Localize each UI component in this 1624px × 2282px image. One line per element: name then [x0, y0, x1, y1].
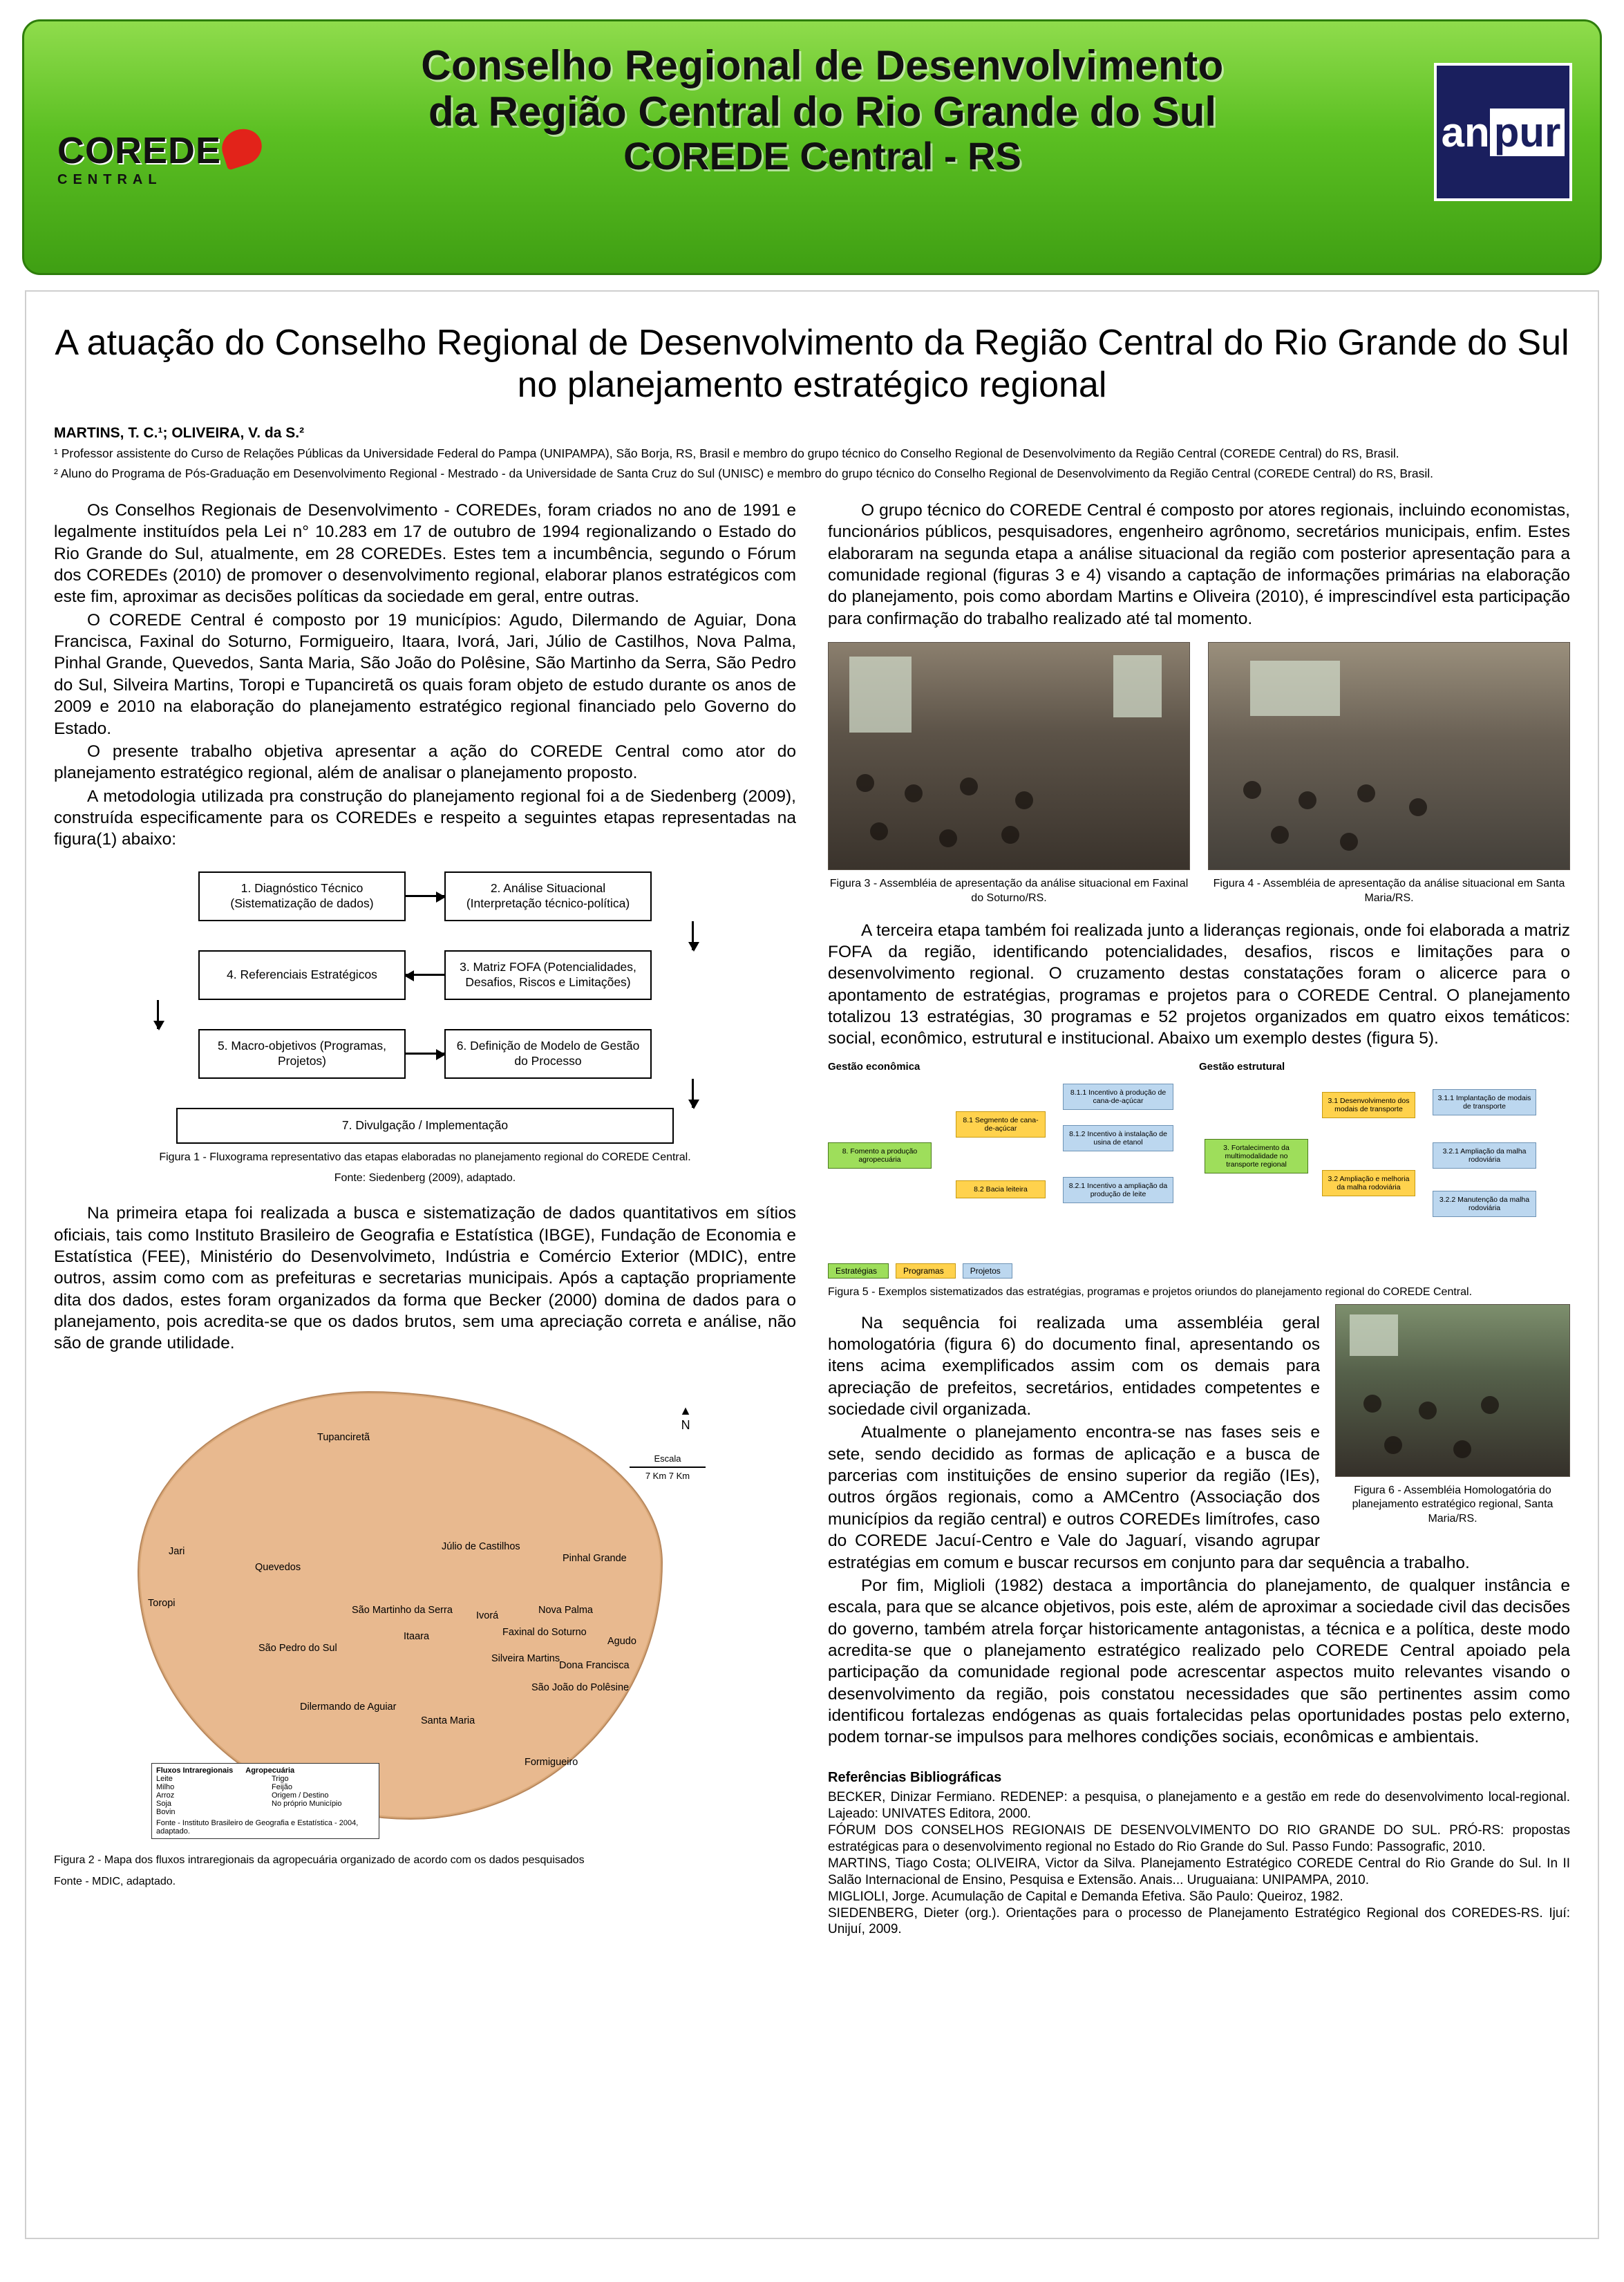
map-legend-item: Soja	[156, 1799, 172, 1808]
fig5-node-projeto-3-2-1: 3.2.1 Ampliação da malha rodoviária	[1433, 1142, 1536, 1169]
map-label-toropi: Toropi	[148, 1597, 176, 1609]
right-column	[828, 500, 1570, 1939]
flow-arrow-4-5	[157, 1000, 159, 1029]
fig5-node-estrategia-3: 3. Fortalecimento da multimodalidade no transporte regional	[1205, 1139, 1308, 1173]
banner-title-line3: COREDE Central - RS	[623, 134, 1021, 178]
figure-5-legend-estrategias: Estratégias	[828, 1263, 889, 1279]
map-legend-item: Feijão	[272, 1782, 292, 1791]
paragraph-municipios: O COREDE Central é composto por 19 municípios: Agudo, Dilermando de Aguiar, Dona Francisca, Faxinal do Soturno, Formigueiro, Itaara, Ivorá, Jari, Júlio de Castilhos, Nova Palma, Pinhal Grande, Quevedos, Santa Maria, São João do Polêsine, São Martinho da Serra, São Pedro do Sul, Silveira Martins, Toropi e Tupanciretã os quais foram objeto de estudo durante os anos de 2009 e 2010 na elaboração do planejamento estratégico regional financiado pelo Governo do Estado.	[54, 610, 796, 738]
map-label-ivora: Ivorá	[476, 1610, 499, 1621]
map-label-nova-palma: Nova Palma	[538, 1604, 593, 1616]
map-label-dona-francisca: Dona Francisca	[559, 1659, 630, 1671]
map-legend-item: Bovin	[156, 1807, 176, 1816]
fig5-node-estrategia-8: 8. Fomento a produção agropecuária	[828, 1142, 932, 1169]
map-label-jari: Jari	[169, 1545, 185, 1557]
flow-arrow-5-6	[406, 1053, 444, 1055]
figure-4-caption: Figura 4 - Assembléia de apresentação da análise situacional em Santa Maria/RS.	[1213, 878, 1565, 904]
two-column-layout	[54, 500, 1570, 1939]
paragraph-terceira-etapa: A terceira etapa também foi realizada junto a lideranças regionais, onde foi elaborada a matriz FOFA da região, identificando potencialidades, desafios, riscos e limitações para o desenvolvimento regional. O cruzamento destas constatações foram o alicerce para o apontamento de estratégias, programas e projetos para o COREDE Central. O planejamento totalizou 13 estratégias, 30 programas e 52 projetos organizados em quatro eixos temáticos: social, econômico, estrutural e institucional. Abaixo um exemplo destes (figura 5).	[828, 921, 1570, 1048]
map-label-sao-joao-do-polesine: São João do Polêsine	[531, 1681, 630, 1693]
map-label-itaara: Itaara	[404, 1630, 430, 1642]
map-legend-item: Trigo	[272, 1774, 289, 1783]
flow-box-2: 2. Análise Situacional (Interpretação técnico-política)	[444, 871, 652, 921]
map-label-julio-de-castilhos: Júlio de Castilhos	[442, 1540, 520, 1552]
figure-5-header-left: Gestão econômica	[828, 1060, 920, 1073]
corede-logo	[57, 132, 258, 208]
figure-1-flowchart	[54, 871, 796, 1187]
banner-title	[252, 42, 1392, 178]
north-label: N	[681, 1417, 690, 1432]
paragraph-metodologia: A metodologia utilizada pra construção do planejamento regional foi a de Siedenberg (2009), construída especificamente para os COREDEs e respeito a seguintes etapas representadas na figura(1) abaixo:	[54, 786, 796, 849]
figure-1-source: Fonte: Siedenberg (2009), adaptado.	[334, 1172, 516, 1185]
flow-box-7: 7. Divulgação / Implementação	[176, 1108, 674, 1144]
figure-2-source: Fonte - MDIC, adaptado.	[54, 1875, 176, 1887]
map-legend-item: Leite	[156, 1774, 173, 1783]
anpur-logo-pur: pur	[1490, 109, 1565, 156]
figure-1-caption: Figura 1 - Fluxograma representativo das etapas elaboradas no planejamento regional do COREDE Central.	[159, 1151, 691, 1163]
flow-arrow-1-2	[406, 895, 444, 897]
flow-arrow-6-7	[692, 1079, 694, 1108]
fig5-node-programa-3-1: 3.1 Desenvolvimento dos modais de transporte	[1322, 1092, 1415, 1118]
reference-item: BECKER, Dinizar Fermiano. REDENEP: a pesquisa, o planejamento e a gestão em rede do desenvolvimento local-regional. Lajeado: UNIVATES Editora, 2000.	[828, 1789, 1570, 1821]
fig5-node-projeto-3-1-1: 3.1.1 Implantação de modais de transporte	[1433, 1089, 1536, 1115]
figure-5-header-right: Gestão estrutural	[1199, 1060, 1285, 1073]
map-label-formigueiro: Formigueiro	[525, 1756, 578, 1768]
map-label-silveira-martins: Silveira Martins	[491, 1652, 560, 1664]
affiliation-1: ¹ Professor assistente do Curso de Relações Públicas da Universidade Federal do Pampa (UNIPAMPA), São Borja, RS, Brasil e membro do grupo técnico do Conselho Regional de Desenvolvimento da Região Central (COREDE Central) do RS, Brasil.	[54, 446, 1399, 460]
authors-line: MARTINS, T. C.¹; OLIVEIRA, V. da S.²	[54, 424, 305, 441]
figure-5-legend	[828, 1263, 1570, 1279]
map-legend-title-right: Agropecuária	[245, 1766, 295, 1775]
figure-6-caption: Figura 6 - Assembléia Homologatória do planejamento estratégico regional, Santa Maria/RS.	[1352, 1484, 1554, 1525]
map-legend-item: Arroz	[156, 1791, 175, 1800]
anpur-logo	[1434, 63, 1572, 201]
map-legend-item: Milho	[156, 1782, 175, 1791]
fig5-node-programa-3-2: 3.2 Ampliação e melhoria da malha rodoviária	[1322, 1170, 1415, 1196]
paragraph-assembleia: Na sequência foi realizada uma assembléia geral homologatória (figura 6) do documento final, apresentando os itens acima exemplificados assim com os demais para apreciação de prefeitos, secretários, entidades competentes e sociedade civil organizada.	[828, 1313, 1320, 1420]
map-label-dilermando-de-aguiar: Dilermando de Aguiar	[300, 1701, 397, 1713]
map-scale-title: Escala	[654, 1453, 681, 1464]
flow-arrow-2-3	[692, 921, 694, 950]
reference-item: FÓRUM DOS CONSELHOS REGIONAIS DE DESENVOLVIMENTO DO RIO GRANDE DO SUL. PRÓ-RS: propostas estratégicas para o desenvolvimento regional no Estado do Rio Grande do Sul. Passo Fundo: Passografic, 2010.	[828, 1822, 1570, 1854]
banner-title-line1: Conselho Regional de Desenvolvimento	[421, 42, 1224, 88]
figure-3-photo	[828, 642, 1190, 870]
map-legend	[151, 1763, 379, 1839]
map-scale-value: 7 Km 7 Km	[645, 1470, 690, 1481]
fig5-node-projeto-8-1-2: 8.1.2 Incentivo à instalação de usina de etanol	[1063, 1125, 1173, 1151]
figures-3-4-row	[828, 642, 1570, 906]
figure-6-wrapper	[1335, 1304, 1570, 1527]
figure-6-photo	[1335, 1304, 1570, 1477]
anpur-logo-an: an	[1441, 109, 1490, 155]
figure-3-caption: Figura 3 - Assembléia de apresentação da análise situacional em Faxinal do Soturno/RS.	[829, 878, 1189, 904]
map-legend-item: Origem / Destino	[272, 1791, 329, 1800]
reference-item: SIEDENBERG, Dieter (org.). Orientações para o processo de Planejamento Estratégico Regional dos COREDES-RS. Ijuí: Unijuí, 2009.	[828, 1905, 1570, 1937]
fig5-node-programa-8-1: 8.1 Segmento de cana-de-açúcar	[956, 1111, 1046, 1138]
affiliation-2: ² Aluno do Programa de Pós-Graduação em Desenvolvimento Regional - Mestrado - da Universidade de Santa Cruz do Sul (UNISC) e membro do grupo técnico do Conselho Regional de Desenvolvimento da Região Central (COREDE Central) do RS, Brasil.	[54, 466, 1433, 480]
poster-header-banner	[22, 19, 1602, 275]
flow-box-4: 4. Referenciais Estratégicos	[198, 950, 406, 1000]
poster-body	[25, 290, 1599, 2239]
figure-5-legend-programas: Programas	[896, 1263, 956, 1279]
banner-title-line2: da Região Central do Rio Grande do Sul	[428, 88, 1217, 135]
map-scale	[630, 1453, 706, 1481]
fig5-node-programa-8-2: 8.2 Bacia leiteira	[956, 1180, 1046, 1198]
figure-4-photo	[1208, 642, 1570, 870]
corede-logo-text: COREDE	[57, 130, 222, 171]
map-label-agudo: Agudo	[607, 1635, 636, 1647]
map-legend-item: No próprio Município	[272, 1799, 342, 1808]
paragraph-objetivo: O presente trabalho objetiva apresentar a ação do COREDE Central como ator do planejamento estratégico regional, além de analisar o planejamento proposto.	[54, 742, 796, 783]
map-label-sao-pedro-do-sul: São Pedro do Sul	[258, 1642, 337, 1654]
fig5-node-projeto-8-1-1: 8.1.1 Incentivo à produção de cana-de-açúcar	[1063, 1084, 1173, 1110]
flow-box-3: 3. Matriz FOFA (Potencialidades, Desafios, Riscos e Limitações)	[444, 950, 652, 1000]
map-label-quevedos: Quevedos	[255, 1561, 301, 1573]
paragraph-atualmente: Atualmente o planejamento encontra-se nas fases seis e sete, sendo decidido as formas de aplicação e a busca de parcerias com instituições de ensino superior da região (IEs), outros órgãos regionais, como a AMCentro (Associação dos municípios da região central) e outros COREDEs limítrofes, caso do COREDE Jacuí-Centro e Vale do Jaguarí, visando agrupar estratégias em comum e buscar recursos em conjunto para dar sequência a trabalho.	[828, 1423, 1470, 1572]
map-label-tupancireta: Tupanciretã	[317, 1431, 370, 1443]
figure-2-caption: Figura 2 - Mapa dos fluxos intraregionais da agropecuária organizado de acordo com os dados pesquisados	[54, 1854, 585, 1866]
reference-item: MIGLIOLI, Jorge. Acumulação de Capital e Demanda Efetiva. São Paulo: Queiroz, 1982.	[828, 1889, 1343, 1904]
flow-box-6: 6. Definição de Modelo de Gestão do Processo	[444, 1029, 652, 1079]
fig5-node-projeto-8-2-1: 8.2.1 Incentivo a ampliação da produção de leite	[1063, 1177, 1173, 1203]
left-column	[54, 500, 796, 1939]
corede-logo-subtext: CENTRAL	[57, 172, 162, 187]
map-legend-source: Fonte - Instituto Brasileiro de Geografia e Estatística - 2004, adaptado.	[156, 1818, 359, 1836]
references-section	[828, 1769, 1570, 1939]
paragraph-conclusao: Por fim, Miglioli (1982) destaca a importância do planejamento, de qualquer instância e escala, para que se alcance objetivos, pois este, além de aproximar a sociedade civil das decisões do governo, também atrela forçar historicamente antagonistas, a técnica e a política, deste modo acredita-se que o planejamento estratégico realizado pelo COREDE Central apoiado pela participação da comunidade regional pode acrescentar aspectos muito relevantes visando o desenvolvimento da região, pois constatou necessidades que são pertinentes assim como identificou fortalezas endógenas as quais fortalecidas pelas oportunidades postas pelo externo, podem tornar-se impulsos para melhores condições sociais, econômicas e ambientais.	[828, 1576, 1570, 1747]
map-legend-title-left: Fluxos Intraregionais	[156, 1766, 234, 1775]
north-arrow-icon: ▲ N	[679, 1403, 692, 1432]
map-label-pinhal-grande: Pinhal Grande	[563, 1552, 627, 1564]
flow-box-1: 1. Diagnóstico Técnico (Sistematização de dados)	[198, 871, 406, 921]
flow-arrow-3-4	[406, 974, 444, 976]
figure-5-diagram	[828, 1061, 1570, 1300]
paragraph-primeira-etapa: Na primeira etapa foi realizada a busca e sistematização de dados quantitativos em sítios oficiais, tais como Instituto Brasileiro de Geografia e Estatística (IBGE), Fundação de Economia e Estatística (FEE), Ministério do Desenvolvimeto, Indústria e Comércio Exterior (MDIC), entre outros, assim como com as prefeituras e secretarias municipais. Após a captação propriamente dita dos dados, estes foram organizados da forma que Becker (2000) domina de dados para o planejamento, pois acredita-se que os dados brutos, sem uma apreciação correta e análise, não são de grande utilidade.	[54, 1204, 796, 1353]
figure-5-legend-projetos: Projetos	[963, 1263, 1012, 1279]
reference-item: MARTINS, Tiago Costa; OLIVEIRA, Victor da Silva. Planejamento Estratégico COREDE Central do Rio Grande do Sul. In II Salão Internacional de Ensino, Pesquisa e Extensão. Anais... Uruguaiana: UNIPAMPA, 2010.	[828, 1856, 1570, 1887]
map-label-sao-martinho-da-serra: São Martinho da Serra	[352, 1604, 453, 1616]
map-label-santa-maria: Santa Maria	[421, 1715, 475, 1726]
figure-5-caption: Figura 5 - Exemplos sistematizados das estratégias, programas e projetos oriundos do planejamento regional do COREDE Central.	[828, 1285, 1473, 1298]
page-title: A atuação do Conselho Regional de Desenvolvimento da Região Central do Rio Grande do Sul no planejamento estratégico regional	[55, 323, 1569, 406]
references-heading: Referências Bibliográficas	[828, 1769, 1002, 1785]
paragraph-grupo-tecnico: O grupo técnico do COREDE Central é composto por atores regionais, incluindo economistas, funcionários públicos, pesquisadores, engenheiro agrônomo, secretários municipais, enfim. Estes elaboraram na segunda etapa a análise situacional da região com posterior apresentação para a comunidade regional (figuras 3 e 4) visando a captação de informações primárias na elaboração do planejamento, pois como abordam Martins e Oliveira (2010), é imprescindível esta participação para confirmação do trabalho realizado até tal momento.	[828, 500, 1570, 628]
flow-box-5: 5. Macro-objetivos (Programas, Projetos)	[198, 1029, 406, 1079]
map-label-faxinal-do-soturno: Faxinal do Soturno	[502, 1626, 587, 1638]
fig5-node-projeto-3-2-2: 3.2.2 Manutenção da malha rodoviária	[1433, 1191, 1536, 1217]
paragraph-intro: Os Conselhos Regionais de Desenvolvimento - COREDEs, foram criados no ano de 1991 e legalmente instituídos pela Lei n° 10.283 em 17 de outubro de 1994 regionalizando o Estado do Rio Grande do Sul, atualmente, em 28 COREDEs. Estes tem a incumbência, segundo o Fórum dos COREDEs (2010) de promover o desenvolvimento regional, elaborar planos estratégicos com este fim, aproximar as decisões políticas da sociedade em geral, entre outras.	[54, 500, 796, 607]
figure-2-map	[54, 1370, 796, 1847]
